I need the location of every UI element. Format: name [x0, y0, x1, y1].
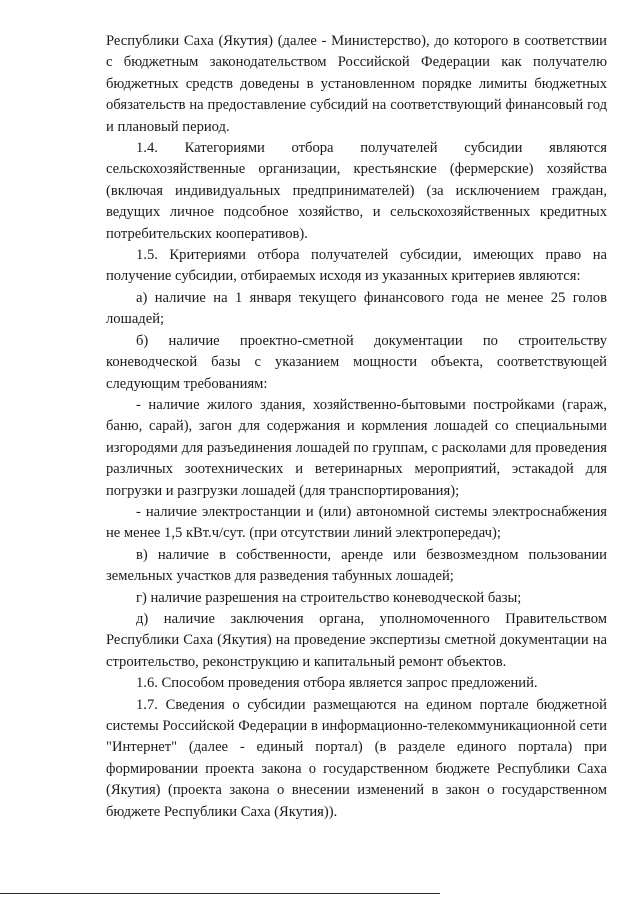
bottom-divider: [0, 893, 440, 894]
paragraph-criterion-a: а) наличие на 1 января текущего финансового года не менее 25 голов лошадей;: [106, 289, 607, 328]
paragraph-criterion-g: г) наличие разрешения на строительство коневодческой базы;: [136, 589, 522, 606]
paragraph-1-4: 1.4. Категориями отбора получателей субсидии являются сельскохозяйственные организации, крестьянские (фермерские) хозяйства (включая индивидуальных предпринимателей) (за исключением граждан, ведущих личное подсобное хозяйство, и сельскохозяйственных кредитных потребительских кооперативов).: [106, 140, 607, 242]
paragraph-criterion-v: в) наличие в собственности, аренде или безвозмездном пользовании земельных участков для разведения табунных лошадей;: [106, 546, 607, 585]
paragraph-requirement-buildings: - наличие жилого здания, хозяйственно-бытовыми постройками (гараж, баню, сарай), загон для содержания и кормления лошадей со специальными изгородями для разъединения лошадей по группам, с расколами для проведения различных зоотехнических и ветеринарных мероприятий, эстакадой для погрузки и разгрузки лошадей (для транспортирования);: [106, 396, 607, 499]
paragraph-criterion-b: б) наличие проектно-сметной документации по строительству коневодческой базы с указанием мощности объекта, соответствующей следующим требованиям:: [106, 332, 607, 392]
document-body: [106, 31, 607, 823]
paragraph-ministry-continuation: Республики Саха (Якутия) (далее - Министерство), до которого в соответствии с бюджетным законодательством Российской Федерации как получателю бюджетных средств доведены в установленном порядке лимиты бюджетных обязательств на предоставление субсидий на соответствующий финансовый год и плановый период.: [106, 33, 607, 135]
paragraph-requirement-power: - наличие электростанции и (или) автономной системы электроснабжения не менее 1,5 кВт.ч/сут. (при отсутствии линий электропередач);: [106, 503, 607, 542]
paragraph-1-7: 1.7. Сведения о субсидии размещаются на едином портале бюджетной системы Российской Федерации в информационно-телекоммуникационной сети "Интернет" (далее - единый портал) (в разделе единого портала) при формировании проекта закона о государственном бюджете Республики Саха (Якутия) (проекта закона о внесении изменений в закон о государственном бюджете Республики Саха (Якутия)).: [106, 696, 607, 820]
paragraph-criterion-d: д) наличие заключения органа, уполномоченного Правительством Республики Саха (Якутия) на проведение экспертизы сметной документации на строительство, реконструкцию и капитальный ремонт объектов.: [106, 610, 607, 670]
paragraph-1-5: 1.5. Критериями отбора получателей субсидии, имеющих право на получение субсидии, отбираемых исходя из указанных критериев являются:: [106, 247, 607, 285]
paragraph-1-6: 1.6. Способом проведения отбора является запрос предложений.: [136, 675, 538, 692]
